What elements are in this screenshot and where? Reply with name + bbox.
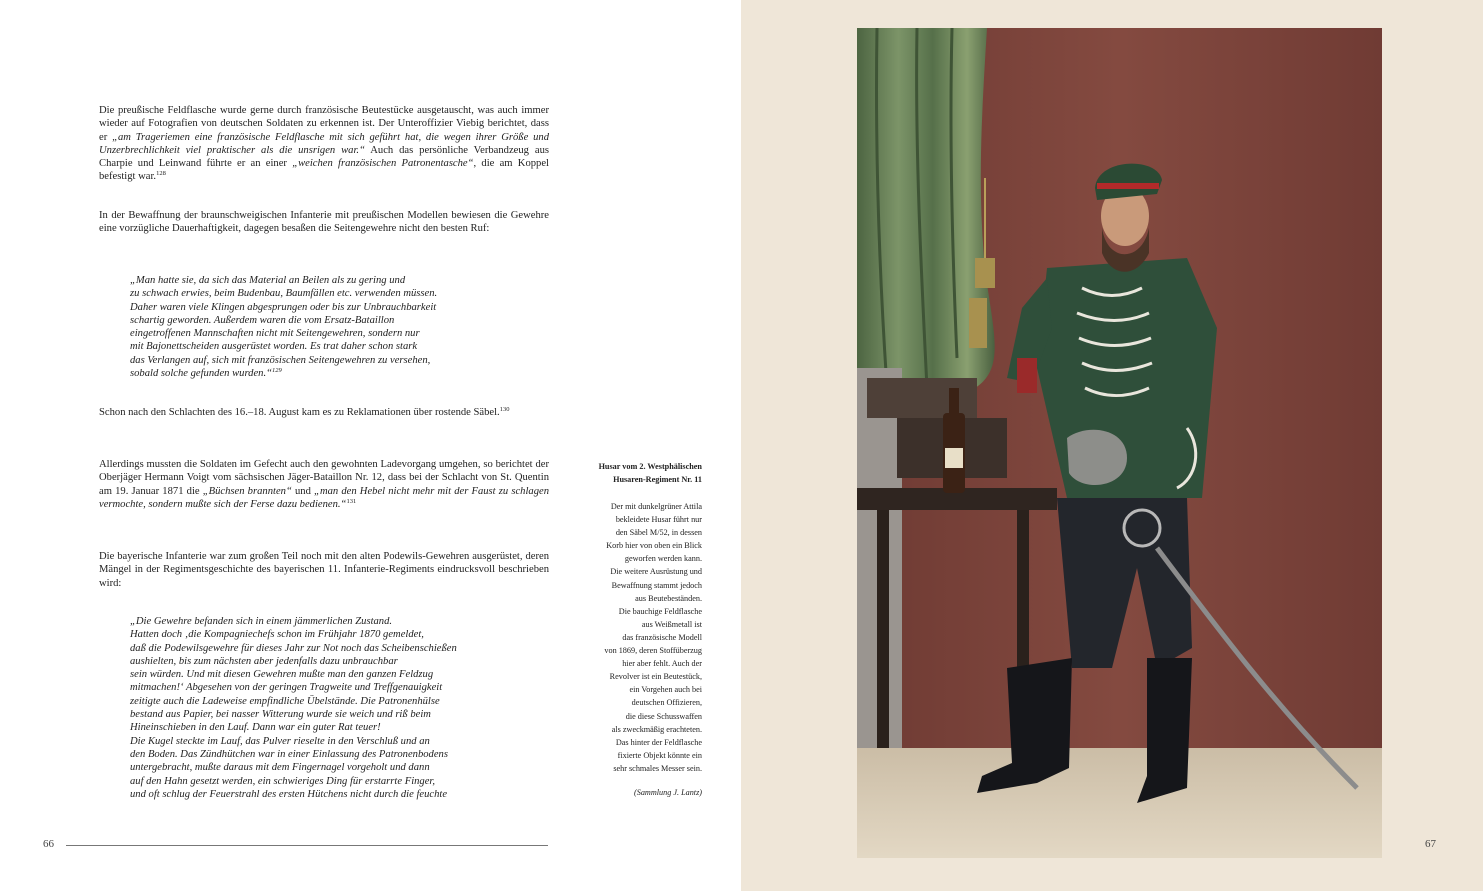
caption-body: [572, 500, 702, 775]
caption-line: Korb hier von oben ein Blick: [606, 541, 702, 551]
paragraph-saebel: [99, 406, 549, 419]
caption-line: fixierte Objekt könnte ein: [617, 750, 702, 760]
hussar-photograph: [857, 28, 1382, 858]
quote-line: bestand aus Papier, bei nasser Witterung wurde sie weich und riß beim: [130, 709, 431, 721]
quote-line-last: [130, 367, 520, 380]
quote-line: sein würden. Und mit diesen Gewehren mußte man den ganzen Feldzug: [130, 669, 434, 681]
quote-podewils: [130, 615, 520, 801]
quote-line: Hineinschieben in den Lauf. Dann war ein guter Rat teuer!: [130, 722, 381, 734]
caption-line: Die bauchige Feldflasche: [618, 606, 702, 616]
caption-line: aus Beutebeständen.: [635, 593, 702, 603]
caption-line: geworfen werden kann.: [624, 554, 702, 564]
caption-line: das französische Modell: [622, 632, 702, 642]
quote-line: Hatten doch ‚die Kompagniechefs schon im Frühjahr 1870 gemeldet,: [130, 629, 424, 641]
p4-quote: „Büchsen brannten“: [202, 485, 292, 497]
caption-title-line: Husar vom 2. Westphälischen: [598, 462, 702, 471]
p4-quote-2: „man den Hebel nicht mehr mit der Faust zu schlagen vermochte, sondern mußte sich der Ferse dazu bedienen.“: [99, 485, 549, 510]
tassel: [975, 258, 995, 288]
paragraph-braunschweig: In der Bewaffnung der braunschweigischen Infanterie mit preußischen Modellen bewiesen die Gewehre eine vorzügliche Dauerhaftigkeit, dagegen besaßen die Seitengewehre nicht den besten Ruf:: [99, 210, 549, 235]
paragraph-ladevorgang: [99, 458, 549, 511]
quote-line: zeitigte auch die Ladeweise empfindliche Übelstände. Die Patronenhülse: [130, 695, 440, 707]
caption-line: Bewaffnung stammt jedoch: [611, 580, 702, 590]
caption-line: Der mit dunkelgrüner Attila: [610, 502, 702, 511]
caption-title: [572, 460, 702, 486]
quote-line-last-text: sobald solche gefunden wurden.“: [130, 368, 273, 380]
page-number-left: 66: [43, 838, 54, 850]
caption-line: von 1869, deren Stoffüberzug: [604, 646, 702, 656]
caption-line: Die weitere Ausrüstung und: [610, 567, 702, 577]
quote-line: Die Kugel steckte im Lauf, das Pulver rieselte in den Verschluß und an: [130, 735, 430, 747]
quote-line: daß die Podewilsgewehre für dieses Jahr zur Not noch das Scheibenschießen: [130, 642, 457, 654]
p3-text: Schon nach den Schlachten des 16.–18. August kam es zu Reklamationen über rostende Säbel.: [99, 407, 500, 418]
p1-text-2: Auch das persönliche Verbandzeug aus Charpie und Leinwand führte er an einer: [99, 144, 549, 170]
p1-text-3: , die am Koppel befestigt war.: [99, 158, 549, 183]
caption-line: aus Weißmetall ist: [641, 619, 702, 629]
footnote-ref-130: 130: [499, 406, 510, 413]
caption-line: als zweckmäßig erachteten.: [611, 724, 702, 734]
hussar-photo-illustration: [857, 28, 1382, 858]
desk-cabinet: [867, 378, 977, 418]
p1-text: Die preußische Feldflasche wurde gerne durch französische Beutestücke ausgetauscht, was auch immer wieder auf Fotografien von deutschen Soldaten zu erkennen ist. Der Unteroffizier Viebig berichtet, dass er: [99, 105, 549, 143]
quote-line: den Boden. Das Zündhütchen war in einer Einlassung des Patronenbodens: [130, 748, 448, 760]
quote-line: mitmachen!‘ Abgesehen von der geringen Tragweite und Treffgenauigkeit: [130, 682, 443, 694]
quote-line: „Die Gewehre befanden sich in einem jämmerlichen Zustand.: [130, 616, 393, 627]
quote-seitengewehre: [130, 274, 520, 380]
quote-line: schartig geworden. Außerdem waren die vom Ersatz-Bataillon: [130, 314, 395, 326]
footnote-ref-128: 128: [156, 170, 166, 178]
caption-title-line: Husaren-Regiment Nr. 11: [613, 475, 702, 485]
quote-line: und oft schlug der Feuerstrahl des ersten Hütchens nicht durch die feuchte: [130, 788, 448, 800]
footnote-ref-129: 129: [272, 367, 282, 375]
quote-line: „Man hatte sie, da sich das Material an Beilen als zu gering und: [130, 275, 406, 286]
caption-line: deutschen Offizieren,: [631, 698, 702, 708]
p4-text: Allerdings mussten die Soldaten im Gefecht auch den gewohnten Ladevorgang umgehen, so berichtet der Oberjäger Hermann Voigt vom sächsischen Jäger-Bataillon Nr. 12, dass bei der Schlacht von St. Quentin am 19. Januar 1871 die: [99, 459, 549, 497]
caption-line: hier aber fehlt. Auch der: [622, 659, 702, 669]
canteen: [1067, 430, 1127, 485]
caption-line: die diese Schusswaffen: [625, 711, 702, 721]
paragraph-bayerische-infanterie: Die bayerische Infanterie war zum großen Teil noch mit den alten Podewils-Gewehren ausgerüstet, deren Mängel in der Regimentsgeschichte des bayerischen 11. Infanterie-Regiments eindrucksvoll beschrieben wird:: [99, 551, 549, 589]
footer-rule: [66, 845, 548, 846]
quote-line: eingetroffenen Mannschaften nicht mit Seitengewehren, sondern nur: [130, 328, 420, 340]
caption-line: sehr schmales Messer sein.: [613, 763, 702, 773]
p4-text-2: und: [291, 485, 315, 497]
caption-credit: (Sammlung J. Lantz): [634, 788, 702, 797]
p1-quote: „am Trageriemen eine französische Feldflasche mit sich geführt hat, die wegen ihrer Größe und Unzerbrechlichkeit viel praktischer als die unsrigen war.“: [99, 131, 549, 156]
caption-line: bekleidete Husar führt nur: [615, 515, 702, 525]
quote-line: aushielten, bis zum nächsten aber jedenfalls dazu unbrauchbar: [130, 655, 398, 667]
left-page: [0, 0, 741, 891]
quote-line: untergebracht, mußte daraus mit dem Fingernagel vorgeholt und dann: [130, 762, 430, 774]
quote-line: zu schwach erwies, beim Budenbau, Baumfällen etc. verwenden müssen.: [130, 288, 438, 300]
caption-line: den Säbel M/52, in dessen: [615, 528, 702, 538]
quote-line: auf den Hahn gesetzt werden, ein schwieriges Ding für erstarrte Finger,: [130, 775, 436, 787]
floor: [857, 748, 1382, 858]
wine-glass: [1017, 358, 1037, 393]
footnote-ref-131: 131: [346, 497, 357, 505]
paragraph-feldflasche: [99, 104, 549, 184]
quote-line: das Verlangen auf, sich mit französischen Seitengewehren zu versehen,: [130, 354, 431, 366]
quote-line: Daher waren viele Klingen abgesprungen oder bis zur Unbrauchbarkeit: [130, 301, 437, 313]
page-number-right: 67: [1425, 838, 1436, 850]
caption-line: Revolver ist ein Beutestück,: [609, 672, 702, 682]
quote-line: mit Bajonettscheiden ausgerüstet worden. Es trat daher schon stark: [130, 341, 418, 353]
caption-line: ein Vorgehen auch bei: [629, 685, 702, 695]
caption-line: Das hinter der Feldflasche: [615, 737, 702, 747]
p1-quote-2: „weichen französischen Patronentasche“: [292, 158, 474, 170]
